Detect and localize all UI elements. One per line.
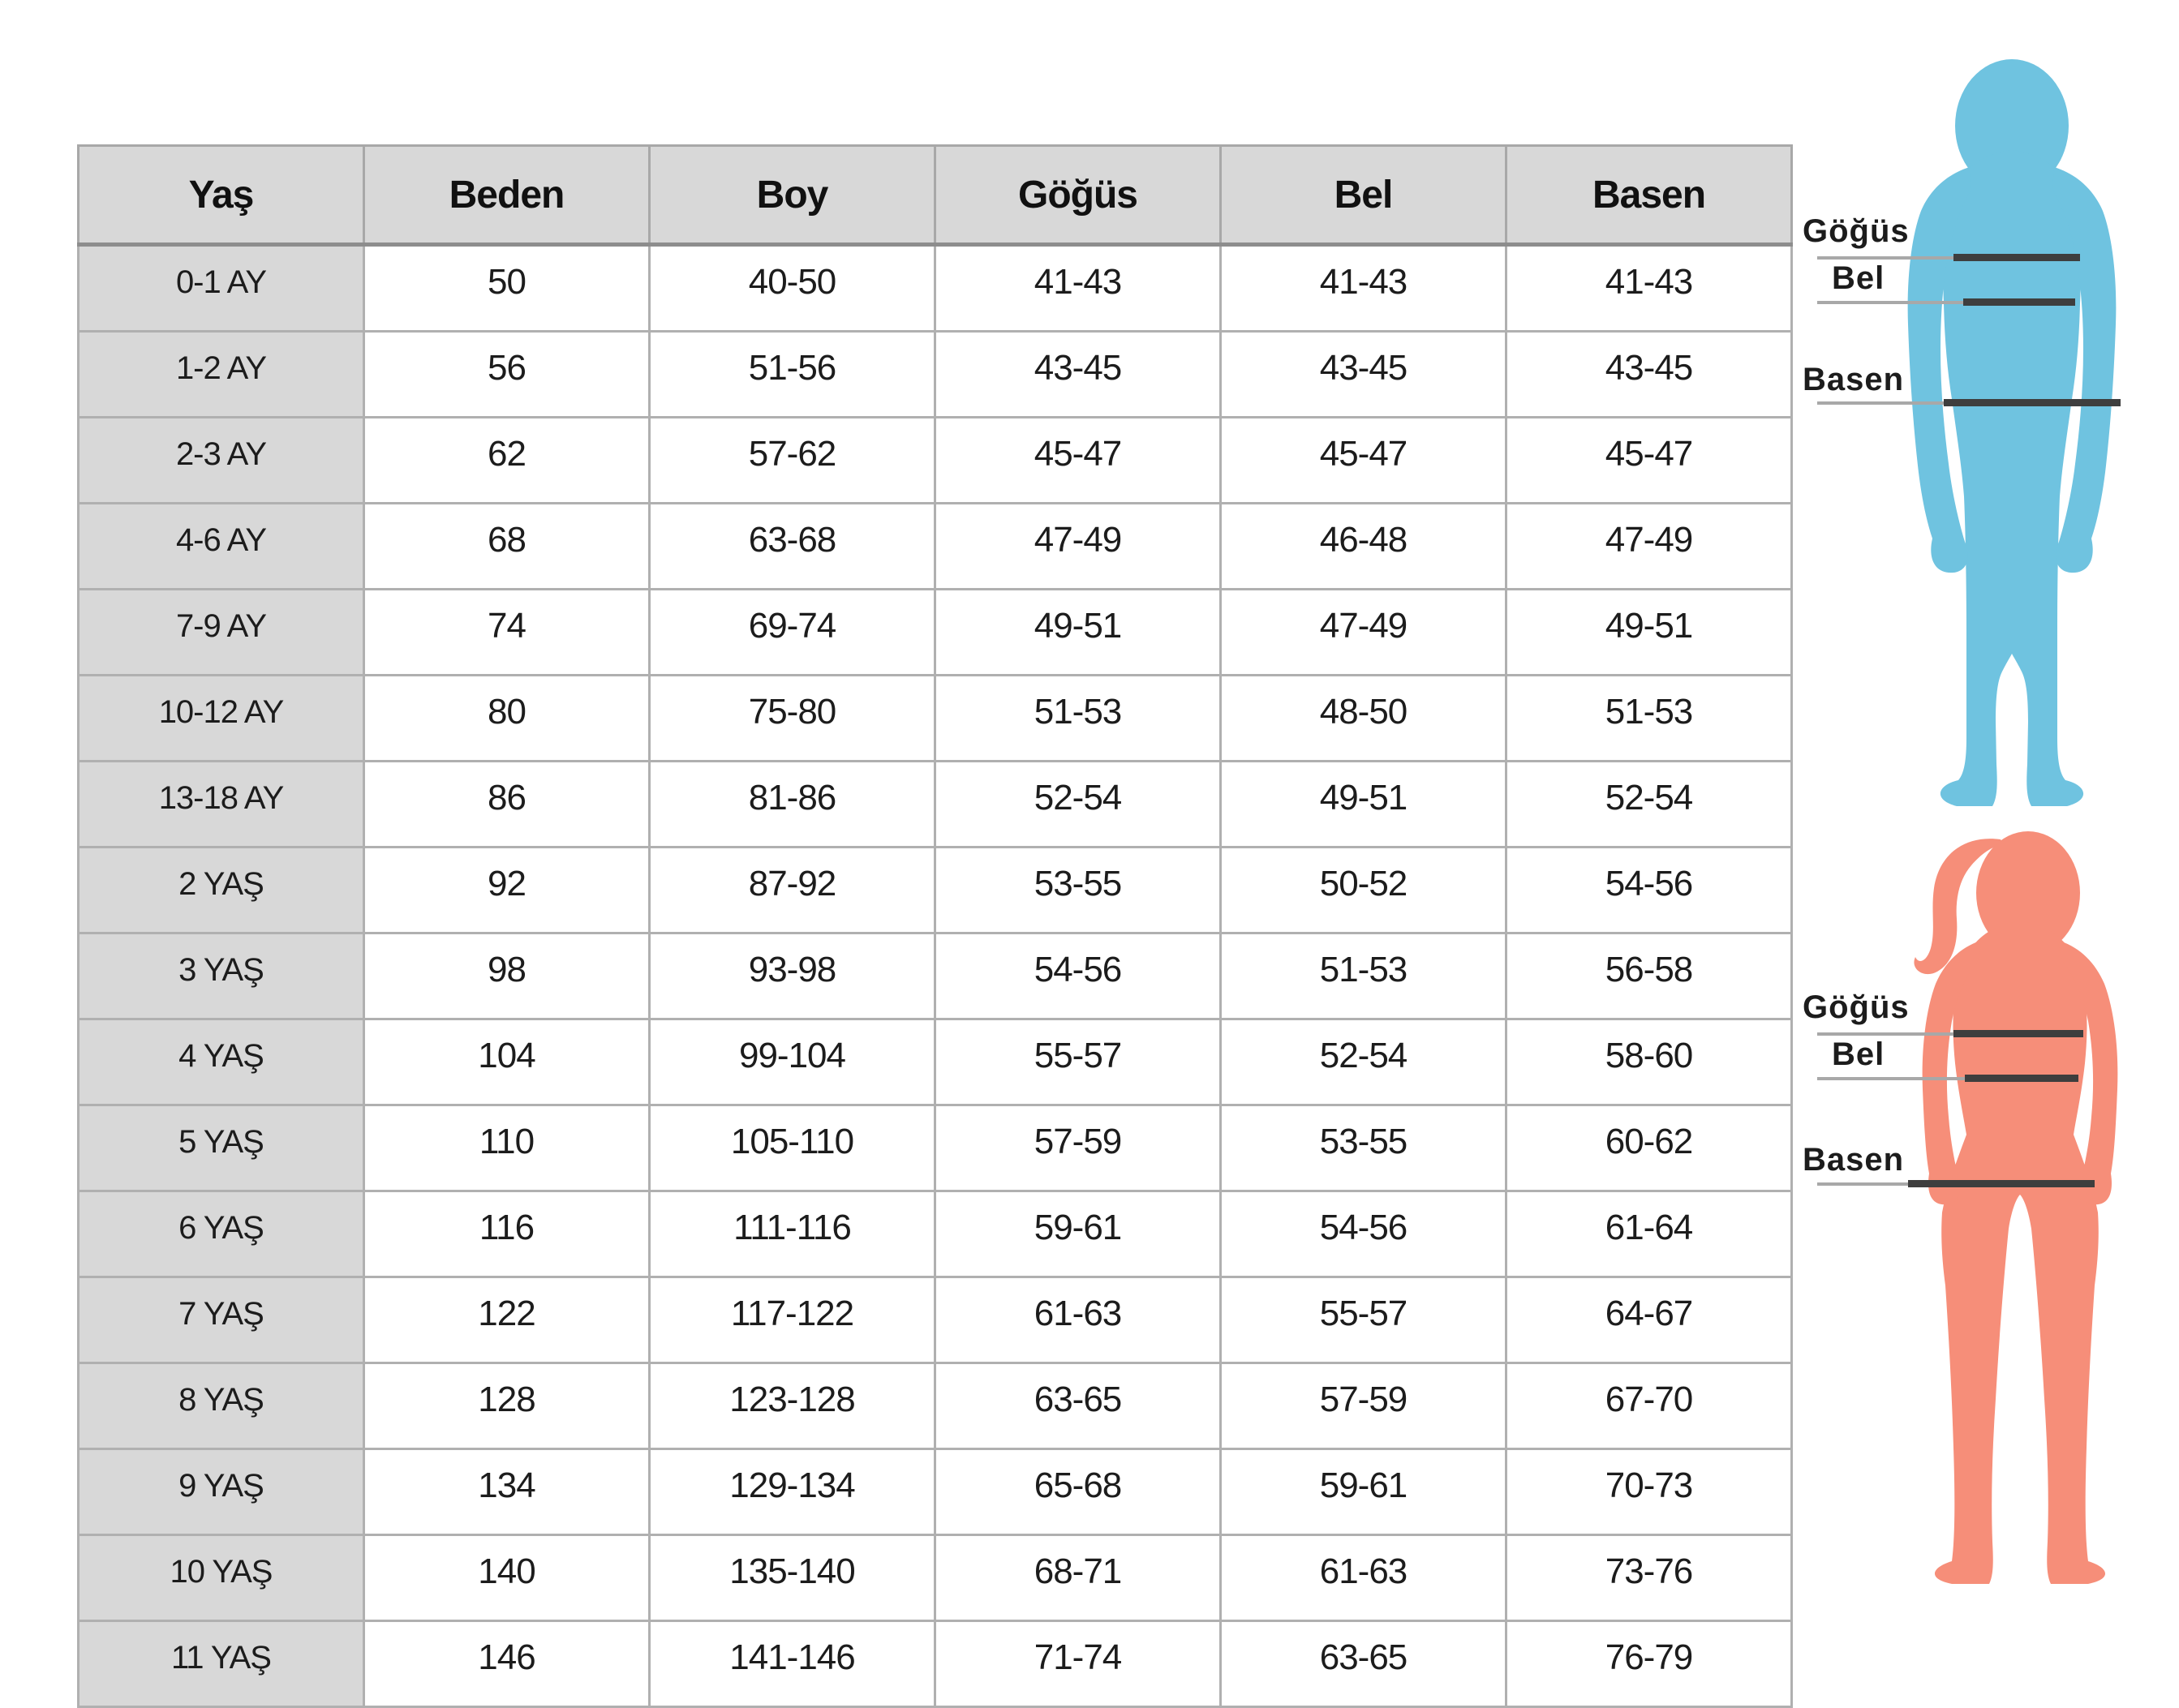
- value-cell: 129-134: [650, 1449, 935, 1535]
- value-cell: 49-51: [1506, 590, 1792, 676]
- age-cell: 3 YAŞ: [79, 933, 364, 1019]
- value-cell: 47-49: [935, 504, 1221, 590]
- table-row: [79, 1191, 1792, 1277]
- value-cell: 117-122: [650, 1277, 935, 1363]
- value-cell: 59-61: [1221, 1449, 1506, 1535]
- value-cell: 104: [364, 1019, 650, 1105]
- value-cell: 59-61: [935, 1191, 1221, 1277]
- header-row: [79, 146, 1792, 245]
- value-cell: 68-71: [935, 1535, 1221, 1621]
- girl-hip-line: [1817, 1182, 1908, 1186]
- age-cell: 9 YAŞ: [79, 1449, 364, 1535]
- value-cell: 61-63: [1221, 1535, 1506, 1621]
- value-cell: 93-98: [650, 933, 935, 1019]
- value-cell: 69-74: [650, 590, 935, 676]
- age-cell: 1-2 AY: [79, 332, 364, 418]
- value-cell: 48-50: [1221, 676, 1506, 762]
- value-cell: 73-76: [1506, 1535, 1792, 1621]
- age-cell: 8 YAŞ: [79, 1363, 364, 1449]
- value-cell: 81-86: [650, 762, 935, 848]
- table-row: [79, 1277, 1792, 1363]
- column-header-4: Bel: [1221, 146, 1506, 245]
- value-cell: 64-67: [1506, 1277, 1792, 1363]
- value-cell: 41-43: [935, 245, 1221, 332]
- boy-chest-measure-line: [1953, 254, 2080, 261]
- column-header-3: Göğüs: [935, 146, 1221, 245]
- girl-chest-line: [1817, 1032, 1953, 1036]
- value-cell: 63-68: [650, 504, 935, 590]
- age-cell: 2-3 AY: [79, 418, 364, 504]
- value-cell: 41-43: [1221, 245, 1506, 332]
- age-cell: 7 YAŞ: [79, 1277, 364, 1363]
- table-row: [79, 1449, 1792, 1535]
- value-cell: 63-65: [935, 1363, 1221, 1449]
- value-cell: 51-56: [650, 332, 935, 418]
- value-cell: 52-54: [935, 762, 1221, 848]
- table-row: [79, 1019, 1792, 1105]
- value-cell: 54-56: [1221, 1191, 1506, 1277]
- boy-hip-label: Basen: [1803, 362, 1905, 397]
- table-row: [79, 848, 1792, 933]
- value-cell: 43-45: [935, 332, 1221, 418]
- value-cell: 57-59: [1221, 1363, 1506, 1449]
- column-header-1: Beden: [364, 146, 650, 245]
- value-cell: 47-49: [1221, 590, 1506, 676]
- column-header-2: Boy: [650, 146, 935, 245]
- value-cell: 58-60: [1506, 1019, 1792, 1105]
- value-cell: 55-57: [1221, 1277, 1506, 1363]
- value-cell: 122: [364, 1277, 650, 1363]
- value-cell: 68: [364, 504, 650, 590]
- value-cell: 62: [364, 418, 650, 504]
- value-cell: 105-110: [650, 1105, 935, 1191]
- girl-silhouette: [1882, 807, 2179, 1598]
- value-cell: 54-56: [1506, 848, 1792, 933]
- boy-body: [1940, 151, 2083, 807]
- value-cell: 54-56: [935, 933, 1221, 1019]
- value-cell: 51-53: [935, 676, 1221, 762]
- age-cell: 10 YAŞ: [79, 1535, 364, 1621]
- value-cell: 41-43: [1506, 245, 1792, 332]
- girl-waist-label: Bel: [1832, 1036, 1885, 1072]
- value-cell: 61-63: [935, 1277, 1221, 1363]
- value-cell: 99-104: [650, 1019, 935, 1105]
- age-cell: 6 YAŞ: [79, 1191, 364, 1277]
- value-cell: 53-55: [935, 848, 1221, 933]
- boy-waist-measure-line: [1963, 298, 2075, 306]
- boy-waist-label: Bel: [1832, 260, 1885, 296]
- value-cell: 74: [364, 590, 650, 676]
- table-row: [79, 1363, 1792, 1449]
- age-cell: 4 YAŞ: [79, 1019, 364, 1105]
- column-header-0: Yaş: [79, 146, 364, 245]
- girl-chest-measure-line: [1953, 1030, 2083, 1037]
- age-cell: 7-9 AY: [79, 590, 364, 676]
- boy-hip-line: [1817, 401, 1944, 405]
- boy-silhouette: [1882, 32, 2158, 827]
- value-cell: 51-53: [1506, 676, 1792, 762]
- boy-chest-label: Göğüs: [1803, 213, 1910, 249]
- column-header-5: Basen: [1506, 146, 1792, 245]
- value-cell: 56: [364, 332, 650, 418]
- value-cell: 56-58: [1506, 933, 1792, 1019]
- table-row: [79, 504, 1792, 590]
- size-table: [77, 144, 1793, 1708]
- age-cell: 13-18 AY: [79, 762, 364, 848]
- age-cell: 5 YAŞ: [79, 1105, 364, 1191]
- value-cell: 141-146: [650, 1621, 935, 1707]
- age-cell: 4-6 AY: [79, 504, 364, 590]
- value-cell: 116: [364, 1191, 650, 1277]
- value-cell: 65-68: [935, 1449, 1221, 1535]
- value-cell: 57-62: [650, 418, 935, 504]
- value-cell: 50-52: [1221, 848, 1506, 933]
- value-cell: 43-45: [1506, 332, 1792, 418]
- value-cell: 140: [364, 1535, 650, 1621]
- value-cell: 57-59: [935, 1105, 1221, 1191]
- size-table-grid: [77, 144, 1793, 1708]
- value-cell: 46-48: [1221, 504, 1506, 590]
- value-cell: 45-47: [1221, 418, 1506, 504]
- value-cell: 76-79: [1506, 1621, 1792, 1707]
- value-cell: 75-80: [650, 676, 935, 762]
- age-cell: 10-12 AY: [79, 676, 364, 762]
- value-cell: 49-51: [935, 590, 1221, 676]
- age-cell: 0-1 AY: [79, 245, 364, 332]
- girl-hip-measure-line: [1908, 1180, 2095, 1187]
- table-row: [79, 418, 1792, 504]
- value-cell: 60-62: [1506, 1105, 1792, 1191]
- value-cell: 43-45: [1221, 332, 1506, 418]
- value-cell: 45-47: [935, 418, 1221, 504]
- value-cell: 98: [364, 933, 650, 1019]
- boy-chest-line: [1817, 256, 1953, 260]
- age-cell: 11 YAŞ: [79, 1621, 364, 1707]
- value-cell: 128: [364, 1363, 650, 1449]
- value-cell: 50: [364, 245, 650, 332]
- value-cell: 53-55: [1221, 1105, 1506, 1191]
- value-cell: 123-128: [650, 1363, 935, 1449]
- value-cell: 52-54: [1506, 762, 1792, 848]
- value-cell: 86: [364, 762, 650, 848]
- table-row: [79, 1105, 1792, 1191]
- table-row: [79, 590, 1792, 676]
- table-row: [79, 762, 1792, 848]
- value-cell: 110: [364, 1105, 650, 1191]
- value-cell: 67-70: [1506, 1363, 1792, 1449]
- value-cell: 63-65: [1221, 1621, 1506, 1707]
- value-cell: 111-116: [650, 1191, 935, 1277]
- table-row: [79, 1621, 1792, 1707]
- table-row: [79, 332, 1792, 418]
- age-cell: 2 YAŞ: [79, 848, 364, 933]
- table-row: [79, 1535, 1792, 1621]
- value-cell: 92: [364, 848, 650, 933]
- table-row: [79, 933, 1792, 1019]
- boy-hip-measure-line: [1944, 399, 2121, 406]
- girl-chest-label: Göğüs: [1803, 989, 1910, 1025]
- value-cell: 45-47: [1506, 418, 1792, 504]
- girl-body: [1935, 922, 2105, 1585]
- value-cell: 55-57: [935, 1019, 1221, 1105]
- value-cell: 51-53: [1221, 933, 1506, 1019]
- value-cell: 146: [364, 1621, 650, 1707]
- table-row: [79, 676, 1792, 762]
- girl-waist-measure-line: [1965, 1075, 2078, 1082]
- value-cell: 135-140: [650, 1535, 935, 1621]
- value-cell: 80: [364, 676, 650, 762]
- girl-waist-line: [1817, 1077, 1965, 1080]
- value-cell: 134: [364, 1449, 650, 1535]
- value-cell: 71-74: [935, 1621, 1221, 1707]
- value-cell: 61-64: [1506, 1191, 1792, 1277]
- value-cell: 52-54: [1221, 1019, 1506, 1105]
- value-cell: 70-73: [1506, 1449, 1792, 1535]
- value-cell: 49-51: [1221, 762, 1506, 848]
- value-cell: 40-50: [650, 245, 935, 332]
- value-cell: 47-49: [1506, 504, 1792, 590]
- table-row: [79, 245, 1792, 332]
- girl-hip-label: Basen: [1803, 1142, 1905, 1178]
- boy-waist-line: [1817, 301, 1963, 304]
- value-cell: 87-92: [650, 848, 935, 933]
